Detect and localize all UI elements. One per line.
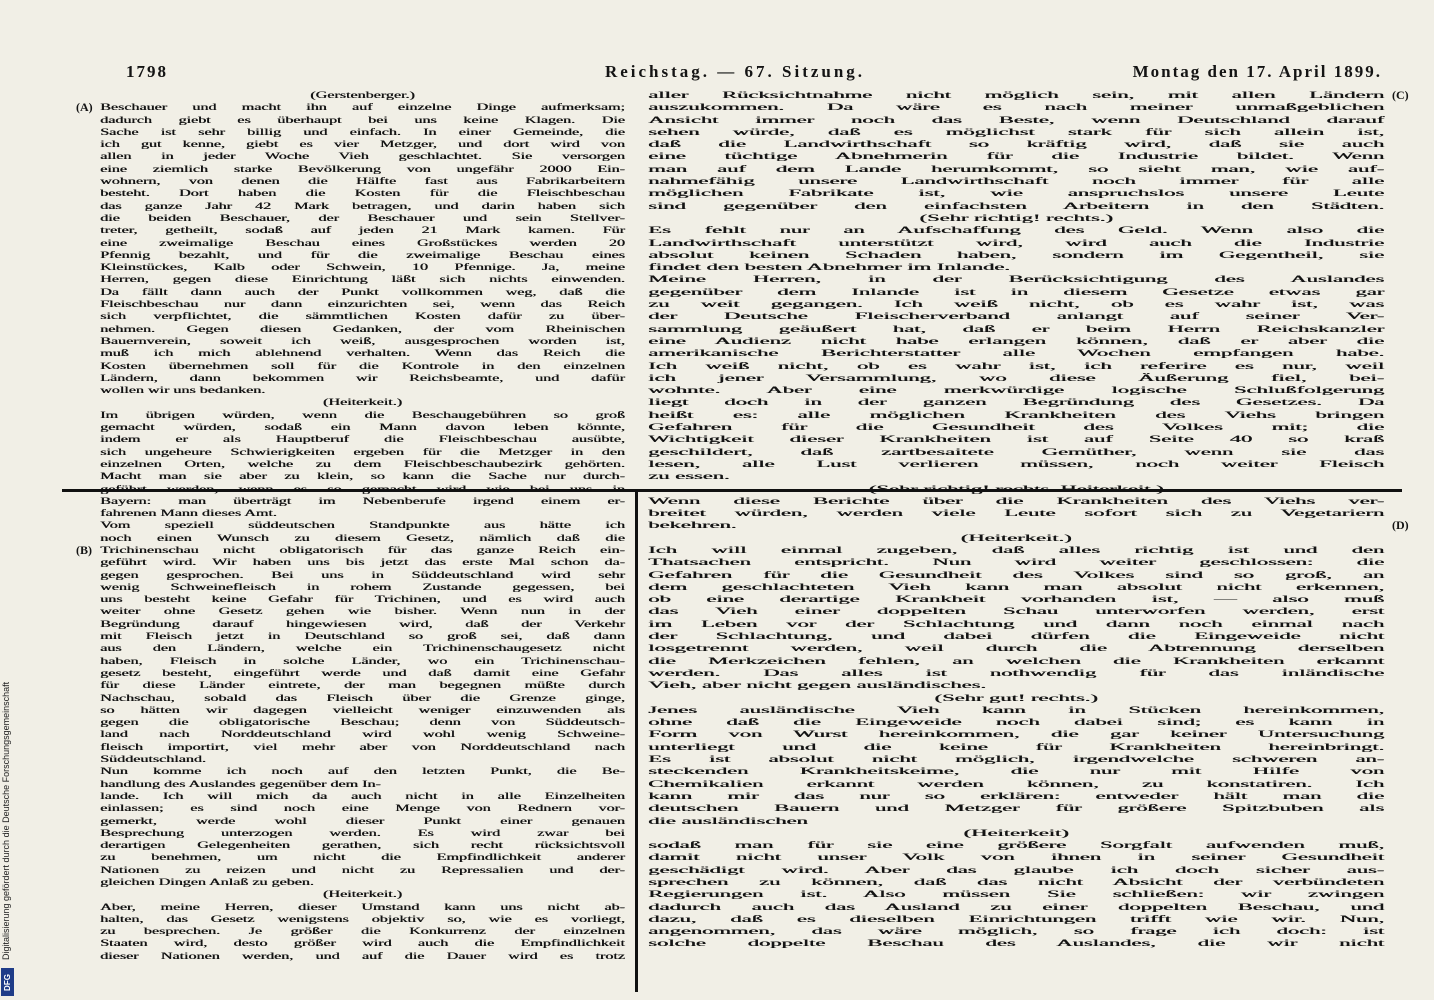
- text-line: nehmen. Gegen diesen Gedanken, der vom Rheinischen: [100, 323, 625, 335]
- text-line: indem er als Hauptberuf die Fleischbeschau ausübte,: [100, 434, 625, 446]
- text-line: das ganze Jahr 42 Mark betragen, und darin haben sich: [100, 200, 625, 212]
- text-line: ich jener Versammlung, wo diese Äußerung fiel, bei-: [648, 372, 1384, 384]
- text-line: die ausländischen: [648, 815, 808, 827]
- text-line: findet den besten Abnehmer im Inlande.: [648, 262, 1010, 274]
- text-line: sind gegenüber den einfachsten Arbeitern in den Städten.: [648, 200, 1384, 212]
- text-line: möglichen Fabrikate ist, wie anspruchslos unsere Leute: [648, 188, 1384, 200]
- text-line: Gefahren für die Gesundheit des Volkes sind so groß, an: [648, 569, 1384, 581]
- text-line: zu benehmen, um nicht die Empfindlichkeit anderer: [100, 852, 625, 864]
- text-line: auszukommen. Da wäre es nach meiner unmaßgeblichen: [648, 102, 1384, 114]
- text-line: Nun komme ich noch auf den letzten Punkt, die Be-: [100, 766, 625, 778]
- text-line: werden. Das alles ist nothwendig für das inländische: [648, 667, 1384, 679]
- text-line: dadurch giebt es überhaupt bei uns keine Klagen. Die: [100, 114, 625, 126]
- text-line: Ländern, dann bekommen wir Reichsbeamte, und dafür: [100, 372, 625, 384]
- text-line: eine zweimalige Beschau eines Großstückes werden 20: [100, 237, 625, 249]
- text-line: treter, getheilt, sodaß auf jeden 21 Mark kamen. Für: [100, 225, 625, 237]
- text-line: land nach Norddeutschland wird wohl wenig Schweine-: [100, 729, 625, 741]
- text-line: gegen die obligatorische Beschau; denn von Süddeutsch-: [100, 717, 625, 729]
- text-line: Ich weiß nicht, ob es wahr ist, ich referire es nur, weil: [648, 360, 1384, 372]
- text-line: breitet würden, werden viele Leute sofort sich zu Vegetariern: [648, 508, 1384, 520]
- text-line: dem geschlachteten Vieh kann man absolut nicht erkennen,: [648, 581, 1384, 593]
- text-line: solche doppelte Beschau des Auslandes, die wir nicht: [648, 938, 1384, 950]
- text-line: zu weit gegangen. Ich weiß nicht, ob es wahr ist, was: [648, 299, 1384, 311]
- margin-marker-c: (C): [1392, 88, 1409, 102]
- text-line: gegenüber dem Inlande ist in diesem Gesetze etwas gar: [648, 286, 1384, 298]
- text-line: geschildert, daß zartbesaitete Gemüther, wenn sie das: [648, 446, 1384, 458]
- text-line: sich ungeheure Schwierigkeiten ergeben für die Metzger in den: [100, 446, 625, 458]
- text-line: geführt wird. Wir haben uns bis jetzt das erste Mal schon da-: [100, 557, 625, 569]
- page-number: 1798: [126, 62, 168, 81]
- text-line: Staaten wird, desto größer wird auch die Empfindlichkeit: [100, 938, 625, 950]
- text-line: daß die Landwirthschaft so kräftig wird, daß sie auch: [648, 139, 1384, 151]
- text-line: dieser Nationen werden, und auf die Dauer wird es trotz: [100, 950, 625, 962]
- text-line: zu besprechen. Je größer die Konkurrenz der einzelnen: [100, 926, 625, 938]
- text-line: gesetz besteht, eingeführt werde und daß damit eine Gefahr: [100, 667, 625, 679]
- text-line: wenig Schweinefleisch in rohem Zustande gegessen, bei: [100, 581, 625, 593]
- text-line: Form von Wurst hereinkommen, die gar keiner Untersuchung: [648, 729, 1384, 741]
- text-line: eine tüchtige Abnehmerin für die Industrie bildet. Wenn: [648, 151, 1384, 163]
- text-line: sodaß man für sie eine größere Sorgfalt aufwenden muß,: [648, 840, 1384, 852]
- text-line: wollen wir uns bedanken.: [100, 385, 266, 397]
- text-line: Meine Herren, in der Berücksichtigung des Auslandes: [648, 274, 1384, 286]
- text-line: gleichen Dingen Anlaß zu geben.: [100, 877, 314, 888]
- text-line: heißt es: alle möglichen Krankheiten des Viehs bringen: [648, 409, 1384, 421]
- margin-marker-d: (D): [1392, 518, 1409, 532]
- text-line: Besprechung unterzogen werden. Es wird zwar bei: [100, 827, 625, 839]
- text-line: ohne daß die Eingeweide noch dabei sind; es kann in: [648, 717, 1384, 729]
- text-line: Ich will einmal zugeben, daß alles richtig ist und den: [648, 544, 1384, 556]
- text-line: besteht. Dort haben die Kosten für die Fleischbeschau: [100, 188, 625, 200]
- text-line: fleisch importirt, viel mehr aber von Norddeutschland nach: [100, 741, 625, 753]
- text-line: Fleischbeschau nur dann einzurichten sei, wenn das Reich: [100, 299, 625, 311]
- text-line: aus den Ländern, welche ein Trichinenschaugesetz nicht: [100, 643, 625, 655]
- text-line: mit Fleisch jetzt in Deutschland so groß sei, daß dann: [100, 631, 625, 643]
- text-line: Trichinenschau nicht obligatorisch für das ganze Reich ein-: [100, 544, 625, 556]
- text-line: Sache ist sehr billig und einfach. In einer Gemeinde, die: [100, 126, 625, 138]
- dfg-logo-text: DFG: [3, 973, 13, 991]
- text-line: Wichtigkeit dieser Krankheiten ist auf Seite 40 so kraß: [648, 434, 1384, 446]
- dfg-logo-icon: [1, 968, 14, 996]
- text-line: amerikanische Berichterstatter alle Wochen empfangen habe.: [648, 348, 1384, 360]
- text-line: angenommen, das wäre möglich, so frage ich doch: ist: [648, 926, 1384, 938]
- text-line: sprechen zu können, daß das nicht Absicht der verbündeten: [648, 877, 1384, 888]
- text-line: Beschauer und macht ihn auf einzelne Dinge aufmerksam;: [100, 102, 625, 114]
- text-line: Herren, gegen diese Einrichtung läßt sich nichts einwenden.: [100, 274, 625, 286]
- text-line: Jenes ausländische Vieh kann in Stücken hereinkommen,: [648, 704, 1384, 716]
- text-line: halten, das Gesetz wenigstens objektiv so, wie es vorliegt,: [100, 913, 625, 925]
- text-line: Ansicht immer noch das Beste, wenn Deutschland darauf: [648, 114, 1384, 126]
- text-line: Vieh, aber nicht gegen ausländisches.: [648, 680, 986, 692]
- text-line: Nachschau, sobald das Fleisch über die Grenze ginge,: [100, 692, 625, 704]
- text-line: gegen gesprochen. Bei uns in Süddeutschland wird sehr: [100, 569, 625, 581]
- text-line: Im übrigen würden, wenn die Beschaugebühren so groß: [100, 409, 625, 421]
- text-line: allen in jeder Woche Vieh geschlachtet. Sie versorgen: [100, 151, 625, 163]
- text-line: aller Rücksichtnahme nicht möglich sein, mit allen Ländern: [648, 90, 1384, 101]
- text-line: Thatsachen entspricht. Nun wird weiter geschlossen: die: [648, 557, 1384, 569]
- text-line: Es fehlt nur an Aufschaffung des Geld. Wenn also die: [648, 225, 1384, 237]
- interjection-line: (Gerstenberger.): [310, 90, 415, 101]
- text-line: Bauernverein, soweit ich weiß, ausgesprochen worden ist,: [100, 335, 625, 347]
- interjection-line: (Sehr gut! rechts.): [934, 692, 1098, 704]
- text-line: haben, Fleisch in solche Länder, wo ein Trichinenschau-: [100, 655, 625, 667]
- text-line: lande. Ich will mich da auch nicht in alle Einzelheiten: [100, 790, 625, 802]
- text-line: Gefahren für die Gesundheit des Volkes mit; die: [648, 422, 1384, 434]
- text-line: für diese Länder eintrete, der man begegnen müßte durch: [100, 680, 625, 692]
- text-line: ob eine derartige Krankheit vorhanden ist, — also muß: [648, 594, 1384, 606]
- text-line: eine ziemlich starke Bevölkerung von ungefähr 2000 Ein-: [100, 163, 625, 175]
- interjection-line: (Heiterkeit.): [322, 889, 402, 901]
- text-line: im Leben vor der Schlachtung und dann noch einmal nach: [648, 618, 1384, 630]
- text-line: das Vieh einer doppelten Schau unterworfen werden, erst: [648, 606, 1384, 618]
- text-line: liegt doch in der ganzen Begründung des Gesetzes. Da: [648, 397, 1384, 409]
- text-line: noch einen Wunsch zu diesem Gesetz, nämlich daß die: [100, 532, 625, 544]
- text-line: Süddeutschland.: [100, 754, 206, 766]
- text-line: der Schlachtung, und dabei dürfen die Eingeweide nicht: [648, 631, 1384, 643]
- text-line: Regierungen ist. Also müssen Sie schließen: wir zwingen: [648, 889, 1384, 901]
- text-line: Pfennig bezahlt, und für die zweimalige Beschau eines: [100, 249, 625, 261]
- interjection-line: (Heiterkeit.): [322, 397, 402, 409]
- text-line: lesen, alle Lust verlieren müssen, noch weiter Fleisch: [648, 458, 1384, 470]
- text-line: Wenn diese Berichte über die Krankheiten des Viehs ver-: [648, 495, 1384, 507]
- text-line: Aber, meine Herren, dieser Umstand kann uns nicht ab-: [100, 901, 625, 913]
- text-line: Nationen zu reizen und nicht zu Repressalien und der-: [100, 864, 625, 876]
- text-line: dadurch auch das Ausland zu einer doppelten Beschau, und: [648, 901, 1384, 913]
- text-line: man auf dem Lande herumkommt, so sieht man, wie auf-: [648, 163, 1384, 175]
- text-line: kann mir das nur so erklären: entweder hält man die: [648, 790, 1384, 802]
- digitization-note: Digitalisierung gefördert durch die Deutsche Forschungsgemeinschaft: [1, 681, 11, 960]
- text-line: fahrenen Mann dieses Amt.: [100, 508, 277, 520]
- right-column: [648, 90, 1384, 951]
- text-line: dazu, daß es dieselben Einrichtungen trifft wie wir. Nun,: [648, 913, 1384, 925]
- interjection-line: (Heiterkeit): [963, 827, 1069, 839]
- text-line: weiter ohne Gesetz gehen wie bisher. Wenn nun in der: [100, 606, 625, 618]
- interjection-line: (Heiterkeit.): [960, 532, 1072, 544]
- text-line: Kosten übernehmen soll für die Kontrole in den einzelnen: [100, 360, 625, 372]
- text-line: Es ist absolut nicht möglich, irgendwelche schweren an-: [648, 754, 1384, 766]
- text-line: sammlung geäußert hat, daß er beim Herrn Reichskanzler: [648, 323, 1384, 335]
- text-line: der Deutsche Fleischerverband anlangt auf seiner Ver-: [648, 311, 1384, 323]
- text-line: muß ich mich ablehnend verhalten. Wenn das Reich die: [100, 348, 625, 360]
- text-line: eine Audienz nicht habe erlangen können, daß er aber die: [648, 335, 1384, 347]
- text-line: gemerkt, werde wohl dieser Punkt einer genauen: [100, 815, 625, 827]
- text-line: unterliegt und die keine für Krankheiten hereinbringt.: [648, 741, 1384, 753]
- text-line: Vom speziell süddeutschen Standpunkte aus hätte ich: [100, 520, 625, 532]
- text-line: damit nicht unser Volk von ihnen in seiner Gesundheit: [648, 852, 1384, 864]
- page-header-date: Montag den 17. April 1899.: [1132, 62, 1382, 81]
- text-line: ich gut kenne, giebt es vier Metzger, und dort wird von: [100, 139, 625, 151]
- text-line: die beiden Beschauer, der Beschauer und sein Stellver-: [100, 212, 625, 224]
- text-line: wohnern, von denen die Hälfte fast aus Fabrikarbeitern: [100, 176, 625, 188]
- text-line: Landwirthschaft unterstützt wird, wird auch die Industrie: [648, 237, 1384, 249]
- text-line: zu essen.: [648, 471, 730, 483]
- text-line: steckenden Krankheitskeime, die nur mit Hilfe von: [648, 766, 1384, 778]
- page-header-title: Reichstag. — 67. Sitzung.: [604, 62, 866, 81]
- text-line: uns besteht keine Gefahr für Trichinen, und es wird auch: [100, 594, 625, 606]
- margin-marker-a: (A): [76, 100, 93, 114]
- horizontal-rule: [62, 489, 1402, 492]
- text-line: nahmefähig unsere Landwirthschaft noch immer für alle: [648, 176, 1384, 188]
- text-line: absolut keinen Schaden haben, sondern im Gegentheil, sie: [648, 249, 1384, 261]
- text-line: Da fällt dann auch der Punkt vollkommen weg, daß die: [100, 286, 625, 298]
- text-line: sehen würde, daß es möglichst stark für sich allein ist,: [648, 126, 1384, 138]
- text-line: deutschen Bauern und Metzger für größere Spitzbuben als: [648, 803, 1384, 815]
- text-line: geschädigt wird. Aber das glaube ich doch sicher aus-: [648, 864, 1384, 876]
- text-line: einzelnen Orten, welche zu dem Fleischbeschaubezirk gehörten.: [100, 458, 625, 470]
- text-line: gemacht würden, sodaß ein Mann davon leben könnte,: [100, 422, 625, 434]
- text-line: sich verpflichtet, die sämmtlichen Kosten dafür zu über-: [100, 311, 625, 323]
- column-rule: [635, 492, 638, 992]
- text-line: Begründung darauf hingewiesen wird, daß der Verkehr: [100, 618, 625, 630]
- text-line: wohnte. Aber eine merkwürdige logische Schlußfolgerung: [648, 385, 1384, 397]
- text-line: die Merkzeichen fehlen, an welchen die Krankheiten erkannt: [648, 655, 1384, 667]
- text-line: derartigen Gelegenheiten gerathen, sich recht rücksichtsvoll: [100, 840, 625, 852]
- text-line: handlung des Auslandes gegenüber dem In-: [100, 778, 381, 790]
- text-line: losgetrennt werden, weil durch die Abtrennung derselben: [648, 643, 1384, 655]
- margin-marker-b: (B): [76, 543, 92, 557]
- text-line: Kleinstückes, Kalb oder Schwein, 10 Pfennige. Ja, meine: [100, 262, 625, 274]
- text-line: Bayern: man überträgt im Nebenberufe irgend einem er-: [100, 495, 625, 507]
- text-line: bekehren.: [648, 520, 737, 532]
- interjection-line: (Sehr richtig! rechts.): [919, 212, 1113, 224]
- text-line: Chemikalien erkannt werden können, zu konstatiren. Ich: [648, 778, 1384, 790]
- text-line: einlassen; es sind noch eine Menge von Rednern vor-: [100, 803, 625, 815]
- text-line: so hätten wir dagegen vielleicht weniger einzuwenden als: [100, 704, 625, 716]
- text-line: Macht man sie aber zu klein, so kann die Sache nur durch-: [100, 471, 625, 483]
- left-column: [100, 90, 625, 963]
